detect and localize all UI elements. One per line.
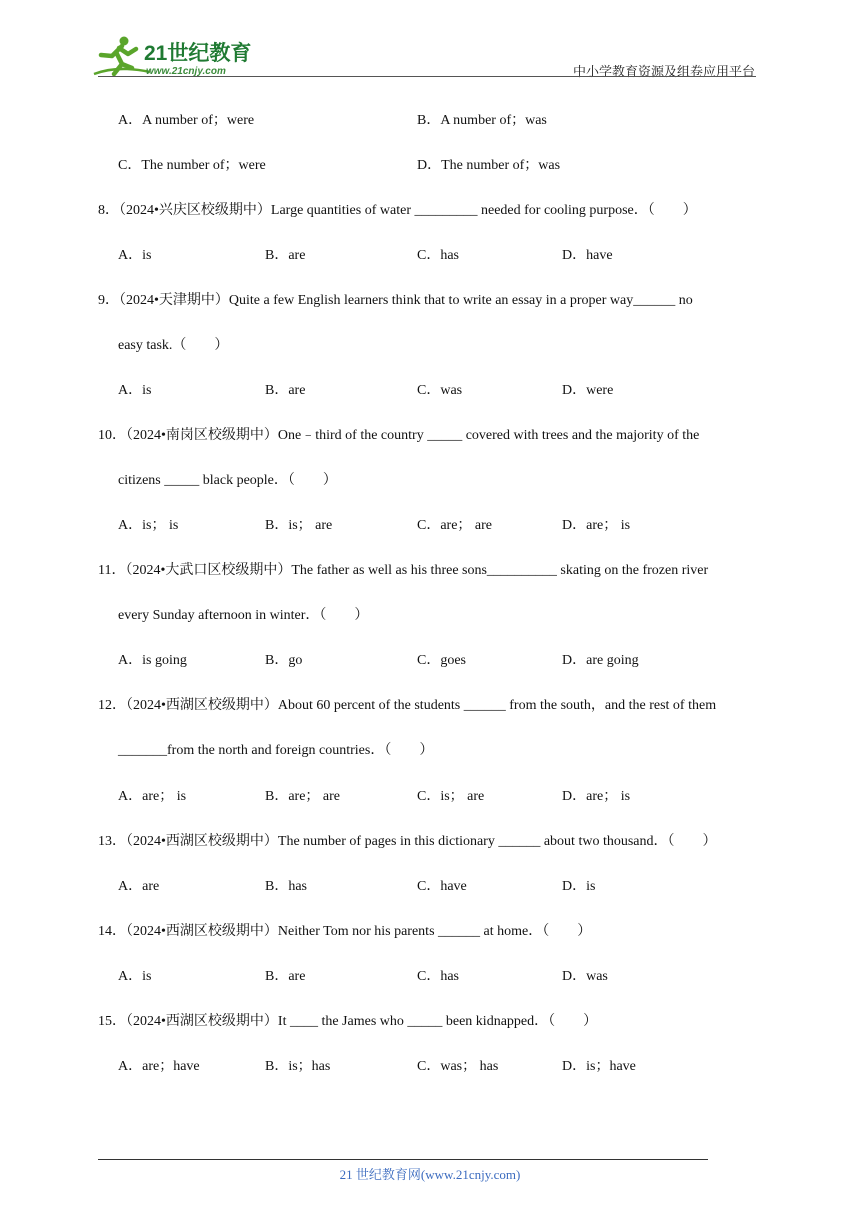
site-logo [92,34,262,78]
q12-option-a[interactable]: A．are； is [118,789,187,804]
q12-option-b[interactable]: B．are； are [265,789,341,804]
logo-url: www.21cnjy.com [146,66,226,77]
q8-option-d[interactable]: D．have [562,248,613,263]
runner-icon [94,37,150,75]
q13-option-a[interactable]: A．are [118,879,160,894]
option-c[interactable]: C．The number of；were [118,158,266,173]
q8-option-b[interactable]: B．are [265,248,306,263]
q15-option-b[interactable]: B．is；has [265,1059,331,1074]
q10-option-c[interactable]: C．are； are [417,518,493,533]
question-14-stem: 14．（2024•西湖区校级期中）Neither Tom nor his parents ______ at home．（ ） [98,924,592,939]
logo-text: 21世纪教育 [144,42,252,65]
question-10-stem: 10．（2024•南岗区校级期中）One﹣third of the country _____ covered with trees and the majority of the [98,428,700,443]
q12-option-d[interactable]: D．are； is [562,789,631,804]
q14-option-b[interactable]: B．are [265,969,306,984]
q15-option-d[interactable]: D．is；have [562,1059,636,1074]
platform-name: 中小学教育资源及组卷应用平台 [572,64,755,79]
q9-option-c[interactable]: C．was [417,383,463,398]
footer-divider [98,1159,708,1160]
page-header [0,0,860,80]
q11-option-c[interactable]: C．goes [417,653,466,668]
question-10-stem-cont: citizens _____ black people．（ ） [118,473,337,488]
q14-option-d[interactable]: D．was [562,969,608,984]
q10-option-d[interactable]: D．are； is [562,518,631,533]
question-13-stem: 13．（2024•西湖区校级期中）The number of pages in this dictionary ______ about two thousand．（ ） [98,834,717,849]
option-b[interactable]: B．A number of；was [417,113,547,128]
q15-option-a[interactable]: A．are；have [118,1059,200,1074]
q11-option-b[interactable]: B．go [265,653,303,668]
q10-option-a[interactable]: A．is； is [118,518,179,533]
question-11-stem: 11．（2024•大武口区校级期中）The father as well as his three sons__________ skating on the frozen river [98,563,709,578]
option-a[interactable]: A．A number of；were [118,113,255,128]
question-11-stem-cont: every Sunday afternoon in winter．（ ） [118,608,369,623]
question-9-stem: 9．（2024•天津期中）Quite a few English learners think that to write an essay in a proper way______ no [98,293,693,308]
q8-option-a[interactable]: A．is [118,248,152,263]
question-12-stem-cont: _______from the north and foreign countries．（ ） [118,743,434,758]
q13-option-c[interactable]: C．have [417,879,467,894]
question-8-stem: 8．（2024•兴庆区校级期中）Large quantities of water _________ needed for cooling purpose．（ ） [98,203,697,218]
q9-option-a[interactable]: A．is [118,383,152,398]
header-divider [98,76,756,77]
q8-option-c[interactable]: C．has [417,248,459,263]
q14-option-a[interactable]: A．is [118,969,152,984]
question-15-stem: 15．（2024•西湖区校级期中）It ____ the James who _____ been kidnapped．（ ） [98,1014,598,1029]
q13-option-b[interactable]: B．has [265,879,307,894]
q11-option-d[interactable]: D．are going [562,653,639,668]
q14-option-c[interactable]: C．has [417,969,459,984]
q11-option-a[interactable]: A．is going [118,653,187,668]
q13-option-d[interactable]: D．is [562,879,596,894]
option-d[interactable]: D．The number of；was [417,158,561,173]
q10-option-b[interactable]: B．is； are [265,518,333,533]
q9-option-d[interactable]: D．were [562,383,614,398]
q12-option-c[interactable]: C．is； are [417,789,485,804]
question-12-stem: 12．（2024•西湖区校级期中）About 60 percent of the students ______ from the south，and the rest of them [98,698,717,713]
q9-option-b[interactable]: B．are [265,383,306,398]
q15-option-c[interactable]: C．was； has [417,1059,499,1074]
question-9-stem-cont: easy task.（ ） [118,338,229,353]
footer-link[interactable]: 21 世纪教育网(www.21cnjy.com) [339,1167,521,1182]
